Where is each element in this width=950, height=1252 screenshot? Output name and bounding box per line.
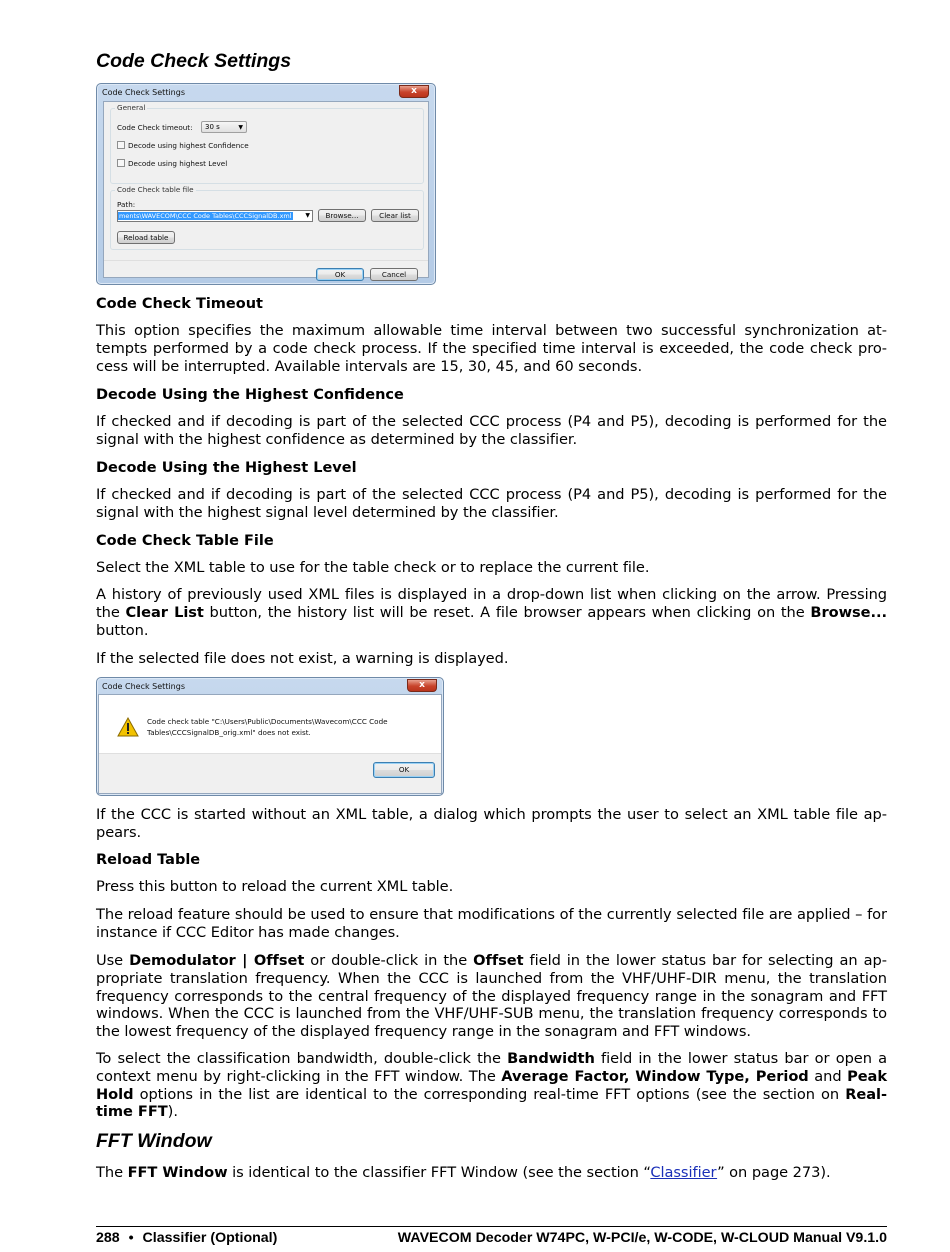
paragraph-demodulator: Use Demodulator | Offset or double-click in the Offset field in the lower status bar for selecting an appropriate translation frequency. When the CCC is launched from the VHF/UHF-DIR menu, the translation frequency corresponds to the central frequency of the displayed frequency range in the sonagram and FFT windows. When the CCC is launched from the VHF/UHF-SUB menu, the translation frequency corresponds to the lowest frequency of the displayed frequency range in the sonagram and FFT windows. (96, 952, 888, 1041)
paragraph-level: If checked and if decoding is part of the selected CCC process (P4 and P5), decoding is performed for the signal with the highest signal level determined by the classifier. (96, 486, 887, 521)
section-title-code-check-settings: Code Check Settings (96, 50, 292, 72)
dialog-title: Code Check Settings (102, 88, 185, 97)
close-icon[interactable]: x (407, 679, 437, 692)
heading-highest-level: Decode Using the Highest Level (96, 460, 357, 476)
table-file-group-label: Code Check table file (117, 185, 194, 194)
general-group (110, 103, 424, 184)
confidence-checkbox-label: Decode using highest Confidence (128, 141, 249, 150)
heading-reload-table: Reload Table (96, 852, 201, 868)
paragraph-fft-window: The FFT Window is identical to the classifier FFT Window (see the section “Classifier” on page 273). (96, 1164, 831, 1181)
warning-icon (117, 717, 139, 737)
warning-dialog (96, 677, 444, 796)
heading-highest-confidence: Decode Using the Highest Confidence (96, 387, 404, 403)
paragraph-timeout: This option specifies the maximum allowable time interval between two successful synchronization attempts performed by a code check process. If the specified time interval is exceeded, the code check process will be interrupted. Available intervals are 15, 30, 45, and 60 seconds. (96, 322, 887, 375)
footer-left (96, 1230, 277, 1246)
dialog-body (103, 101, 429, 278)
section-title-fft-window: FFT Window (96, 1130, 212, 1152)
paragraph-reload-2: The reload feature should be used to ensure that modifications of the currently selected file are applied – for instance if CCC Editor has made changes. (96, 906, 887, 941)
warning-ok-button[interactable]: OK (373, 762, 435, 778)
table-file-group (110, 185, 424, 250)
paragraph-no-xml: If the CCC is started without an XML table, a dialog which prompts the user to select an XML table file appears. (96, 806, 887, 841)
warning-message-line-2: Tables\CCCSignalDB_orig.xml" does not exist. (147, 728, 311, 737)
page-number: 288 (96, 1230, 120, 1246)
footer-manual-title: WAVECOM Decoder W74PC, W-PCI/e, W-CODE, W-CLOUD Manual V9.1.0 (397, 1230, 887, 1246)
level-checkbox[interactable] (117, 159, 125, 167)
timeout-value: 30 s (205, 123, 220, 131)
browse-button[interactable]: Browse... (318, 209, 366, 222)
paragraph-table-file-3: If the selected file does not exist, a warning is displayed. (96, 650, 509, 667)
classifier-link[interactable]: Classifier (650, 1164, 718, 1181)
cancel-button[interactable]: Cancel (370, 268, 418, 281)
heading-table-file: Code Check Table File (96, 533, 274, 549)
paragraph-confidence: If checked and if decoding is part of the selected CCC process (P4 and P5), decoding is performed for the signal with the highest confidence as determined by the classifier. (96, 413, 887, 448)
timeout-select[interactable] (201, 121, 247, 133)
general-group-label: General (117, 103, 146, 112)
reload-table-button[interactable]: Reload table (117, 231, 175, 244)
warning-dialog-body (98, 694, 442, 794)
divider (104, 260, 428, 261)
chevron-down-icon: ▼ (238, 124, 243, 131)
confidence-checkbox[interactable] (117, 141, 125, 149)
footer-rule (96, 1226, 887, 1227)
paragraph-table-file-1: Select the XML table to use for the table check or to replace the current file. (96, 559, 650, 576)
footer-chapter: Classifier (Optional) (142, 1230, 278, 1246)
close-icon[interactable]: x (399, 85, 429, 98)
timeout-label: Code Check timeout: (117, 123, 193, 132)
path-value: ments\WAVECOM\CCC Code Tables\CCCSignalDB.xml (119, 212, 292, 220)
paragraph-bandwidth: To select the classification bandwidth, double-click the Bandwidth field in the lower status bar or open a context menu by right-clicking in the FFT window. The Average Factor, Window Type, Period and Peak Hold options in the list are identical to the corresponding real-time FFT options (see the section on Real-time FFT). (96, 1050, 888, 1121)
warning-dialog-title: Code Check Settings (102, 682, 185, 691)
heading-code-check-timeout: Code Check Timeout (96, 296, 263, 312)
footer-bullet: • (128, 1230, 134, 1246)
level-checkbox-label: Decode using highest Level (128, 159, 228, 168)
chevron-down-icon[interactable]: ▼ (305, 212, 310, 219)
ok-button[interactable]: OK (316, 268, 364, 281)
code-check-settings-dialog (96, 83, 436, 285)
paragraph-reload-1: Press this button to reload the current XML table. (96, 878, 454, 895)
clear-list-button[interactable]: Clear list (371, 209, 419, 222)
warning-dialog-footer (99, 753, 441, 793)
paragraph-table-file-2: A history of previously used XML files is displayed in a drop-down list when clicking on the arrow. Pressing the Clear List button, the history list will be reset. A file browser appears when clicking on the Browse... button. (96, 586, 887, 639)
warning-message-line-1: Code check table "C:\Users\Public\Documents\Wavecom\CCC Code (147, 717, 388, 726)
path-combobox[interactable] (117, 210, 313, 222)
path-label: Path: (117, 200, 136, 209)
